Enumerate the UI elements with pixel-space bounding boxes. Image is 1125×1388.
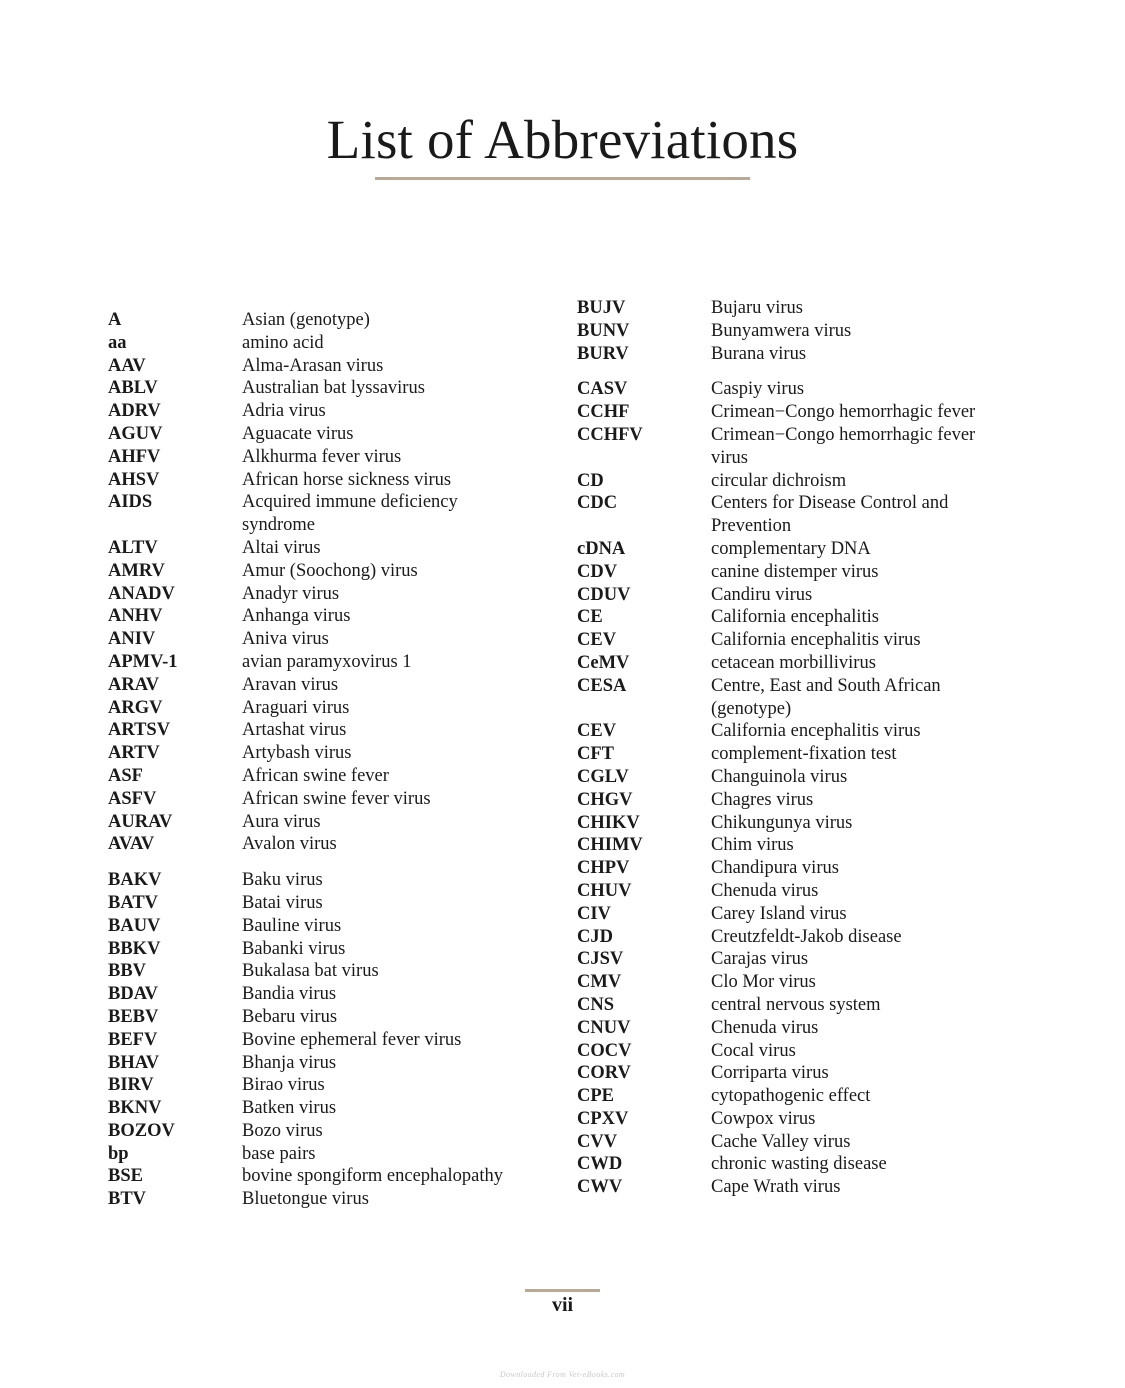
entry-definition: Centre, East and South African (genotype) <box>711 675 941 719</box>
entry-row <box>108 491 548 537</box>
entry-abbreviation: ANHV <box>108 606 163 627</box>
page-number-rule <box>525 1289 600 1292</box>
entry-row <box>577 675 1017 721</box>
entry-abbreviation: CJD <box>577 926 613 947</box>
entry-abbreviation: CFT <box>577 744 614 765</box>
entry-row <box>108 983 548 1006</box>
entry-abbreviation: CPXV <box>577 1108 629 1129</box>
entry-abbreviation: BEFV <box>108 1029 158 1050</box>
entry-abbreviation: CEV <box>577 630 617 651</box>
entry-abbreviation: BAUV <box>108 915 161 936</box>
entry-abbreviation: AVAV <box>108 834 155 855</box>
entry-row <box>108 651 548 674</box>
entry-abbreviation: ANADV <box>108 583 175 604</box>
entry-abbreviation: AURAV <box>108 811 173 832</box>
entry-row <box>577 720 1017 743</box>
entry-row <box>577 834 1017 857</box>
entry-abbreviation: cDNA <box>577 538 626 559</box>
entry-row <box>577 948 1017 971</box>
entry-row <box>108 583 548 606</box>
download-watermark: Downloaded From Vet-eBooks.com <box>499 1370 626 1379</box>
entry-row <box>577 1176 1017 1199</box>
entry-abbreviation: CCHFV <box>577 424 643 445</box>
entry-abbreviation: CeMV <box>577 652 630 673</box>
entry-definition: Corriparta virus <box>711 1063 829 1084</box>
entry-definition: complement-fixation test <box>711 744 897 765</box>
entry-definition: Batai virus <box>242 892 323 913</box>
entry-row <box>577 470 1017 493</box>
entry-abbreviation: CEV <box>577 721 617 742</box>
entry-abbreviation: CJSV <box>577 949 624 970</box>
entry-row <box>108 811 548 834</box>
entry-row <box>108 1029 548 1052</box>
entry-definition: Anadyr virus <box>242 583 340 604</box>
entry-row <box>577 1108 1017 1131</box>
entry-definition: avian paramyxovirus 1 <box>242 651 412 672</box>
entry-row <box>577 629 1017 652</box>
entry-row <box>108 332 548 355</box>
entry-row <box>108 833 548 856</box>
entry-definition: Burana virus <box>711 343 807 364</box>
entry-abbreviation: COCV <box>577 1040 632 1061</box>
entry-abbreviation: BAKV <box>108 870 162 891</box>
entry-row <box>108 1120 548 1143</box>
entry-abbreviation: CCHF <box>577 402 630 423</box>
entry-row <box>577 857 1017 880</box>
entry-abbreviation: ALTV <box>108 537 158 558</box>
entry-row <box>577 652 1017 675</box>
entry-row <box>577 606 1017 629</box>
entry-definition: Alma-Arasan virus <box>242 355 384 376</box>
abbreviation-column-right <box>577 297 1017 1199</box>
entry-abbreviation: BBKV <box>108 938 161 959</box>
entry-definition: Aura virus <box>242 811 321 832</box>
entry-definition: Chenuda virus <box>711 880 819 901</box>
entry-row <box>108 537 548 560</box>
entry-row <box>108 309 548 332</box>
entry-definition: Acquired immune deficiency syndrome <box>242 492 458 536</box>
entry-definition: Carey Island virus <box>711 903 847 924</box>
entry-abbreviation: CHIMV <box>577 835 643 856</box>
entry-row <box>577 743 1017 766</box>
entry-abbreviation: BURV <box>577 343 629 364</box>
entry-abbreviation: CMV <box>577 972 622 993</box>
entry-abbreviation: CDUV <box>577 584 631 605</box>
entry-definition: Bluetongue virus <box>242 1189 369 1210</box>
entry-definition: Artashat virus <box>242 720 347 741</box>
entry-definition: circular dichroism <box>711 470 847 491</box>
entry-row <box>108 560 548 583</box>
entry-definition: cetacean morbillivirus <box>711 652 876 673</box>
entry-row <box>577 1153 1017 1176</box>
entry-row <box>577 789 1017 812</box>
entry-definition: Anhanga virus <box>242 606 351 627</box>
entry-definition: Baku virus <box>242 870 323 891</box>
entry-definition: central nervous system <box>711 994 881 1015</box>
entry-abbreviation: CD <box>577 470 604 491</box>
entry-definition: Cocal virus <box>711 1040 796 1061</box>
entry-abbreviation: CHIKV <box>577 812 640 833</box>
entry-abbreviation: CNUV <box>577 1017 631 1038</box>
entry-abbreviation: AIDS <box>108 492 153 513</box>
entry-abbreviation: BDAV <box>108 984 159 1005</box>
entry-definition: California encephalitis virus <box>711 721 921 742</box>
entry-row <box>577 492 1017 538</box>
entry-definition: Birao virus <box>242 1075 325 1096</box>
entry-row <box>108 628 548 651</box>
entry-abbreviation: A <box>108 310 122 330</box>
entry-row <box>577 1131 1017 1154</box>
entry-abbreviation: BHAV <box>108 1052 160 1073</box>
entry-abbreviation: CHUV <box>577 880 632 901</box>
entry-definition: Alkhurma fever virus <box>242 446 402 467</box>
entry-definition: Bujaru virus <box>711 298 803 318</box>
entry-row <box>108 674 548 697</box>
entry-definition: Bebaru virus <box>242 1006 338 1027</box>
entry-definition: Chagres virus <box>711 789 814 810</box>
entry-definition: Centers for Disease Control and Prevention <box>711 493 949 537</box>
entry-row <box>577 401 1017 424</box>
entry-row <box>577 1040 1017 1063</box>
entry-abbreviation: BIRV <box>108 1075 154 1096</box>
entry-abbreviation: bp <box>108 1143 129 1164</box>
entry-row <box>108 697 548 720</box>
entry-row <box>108 1097 548 1120</box>
entry-row <box>108 355 548 378</box>
entry-row <box>577 297 1017 320</box>
entry-row <box>108 719 548 742</box>
entry-definition: Altai virus <box>242 537 321 558</box>
entry-abbreviation: CPE <box>577 1086 614 1107</box>
entry-row <box>577 424 1017 470</box>
entry-row <box>577 880 1017 903</box>
entry-definition: Chim virus <box>711 835 794 856</box>
entry-row <box>108 765 548 788</box>
entry-row <box>108 960 548 983</box>
entry-abbreviation: CDV <box>577 561 618 582</box>
entry-abbreviation: CHGV <box>577 789 633 810</box>
entry-definition: Bozo virus <box>242 1120 323 1141</box>
entry-abbreviation: ASFV <box>108 788 157 809</box>
entry-row <box>108 938 548 961</box>
entry-row <box>577 1062 1017 1085</box>
entry-definition: Amur (Soochong) virus <box>242 560 418 581</box>
entry-definition: Artybash virus <box>242 743 352 764</box>
entry-definition: Araguari virus <box>242 697 350 718</box>
entry-abbreviation: ARTV <box>108 743 160 764</box>
entry-row <box>108 1006 548 1029</box>
entry-abbreviation: BKNV <box>108 1098 162 1119</box>
entry-row <box>108 469 548 492</box>
abbreviation-column-left <box>108 309 548 1211</box>
entry-definition: Carajas virus <box>711 949 809 970</box>
entry-abbreviation: ANIV <box>108 629 156 650</box>
entry-abbreviation: CHPV <box>577 858 630 879</box>
entry-abbreviation: ARGV <box>108 697 163 718</box>
entry-abbreviation: ARTSV <box>108 720 171 741</box>
entry-definition: amino acid <box>242 332 324 353</box>
entry-definition: bovine spongiform encephalopathy <box>242 1166 503 1187</box>
entry-row <box>108 1074 548 1097</box>
title-underline <box>375 177 750 180</box>
entry-abbreviation: CDC <box>577 493 618 514</box>
page-number: vii <box>551 1294 574 1316</box>
entry-definition: Adria virus <box>242 401 326 422</box>
entry-abbreviation: CWV <box>577 1177 623 1198</box>
entry-abbreviation: aa <box>108 332 127 353</box>
entry-abbreviation: BSE <box>108 1166 143 1187</box>
entry-row <box>108 377 548 400</box>
entry-definition: Bandia virus <box>242 984 337 1005</box>
entry-definition: Cowpox virus <box>711 1108 816 1129</box>
entry-definition: Chenuda virus <box>711 1017 819 1038</box>
entry-abbreviation: CIV <box>577 903 611 924</box>
entry-definition: Chandipura virus <box>711 858 839 879</box>
entry-abbreviation: APMV-1 <box>108 651 178 672</box>
entry-row <box>577 971 1017 994</box>
entry-row <box>577 766 1017 789</box>
entry-row <box>577 378 1017 401</box>
entry-definition: Chikungunya virus <box>711 812 853 833</box>
entry-abbreviation: CGLV <box>577 766 629 787</box>
entry-abbreviation: BTV <box>108 1189 147 1210</box>
entry-definition: Crimean−Congo hemorrhagic fever <box>711 402 976 423</box>
entry-row <box>108 1143 548 1166</box>
entry-definition: Babanki virus <box>242 938 346 959</box>
entry-abbreviation: BATV <box>108 892 159 913</box>
entry-row <box>577 343 1017 366</box>
entry-abbreviation: BUNV <box>577 320 630 341</box>
entry-row <box>108 1052 548 1075</box>
entry-row <box>577 561 1017 584</box>
entry-definition: Bovine ephemeral fever virus <box>242 1029 462 1050</box>
entry-definition: Caspiy virus <box>711 379 805 400</box>
entry-row <box>108 892 548 915</box>
entry-definition: African horse sickness virus <box>242 469 452 490</box>
entry-definition: cytopathogenic effect <box>711 1086 871 1107</box>
entry-definition: California encephalitis virus <box>711 630 921 651</box>
entry-definition: Bhanja virus <box>242 1052 337 1073</box>
entry-abbreviation: ADRV <box>108 401 161 422</box>
entry-definition: Avalon virus <box>242 834 337 855</box>
entry-definition: Clo Mor virus <box>711 972 816 993</box>
entry-abbreviation: BUJV <box>577 298 626 318</box>
entry-definition: Cache Valley virus <box>711 1131 851 1152</box>
entry-definition: Aravan virus <box>242 674 339 695</box>
entry-row <box>577 1085 1017 1108</box>
entry-definition: base pairs <box>242 1143 316 1164</box>
entry-row <box>108 915 548 938</box>
entry-row <box>108 1188 548 1211</box>
entry-row <box>108 788 548 811</box>
entry-definition: Cape Wrath virus <box>711 1177 841 1198</box>
entry-definition: complementary DNA <box>711 538 871 559</box>
entry-definition: African swine fever virus <box>242 788 431 809</box>
entry-row <box>577 584 1017 607</box>
entry-abbreviation: AMRV <box>108 560 165 581</box>
entry-definition: chronic wasting disease <box>711 1154 887 1175</box>
entry-abbreviation: AAV <box>108 355 146 376</box>
entry-row <box>108 742 548 765</box>
entry-row <box>108 1165 548 1188</box>
entry-abbreviation: CE <box>577 607 603 628</box>
entry-row <box>108 446 548 469</box>
entry-definition: Australian bat lyssavirus <box>242 378 425 399</box>
entry-row <box>108 605 548 628</box>
entry-abbreviation: ASF <box>108 765 143 786</box>
entry-definition: Batken virus <box>242 1098 337 1119</box>
entry-abbreviation: CORV <box>577 1063 631 1084</box>
entry-definition: Crimean−Congo hemorrhagic fever virus <box>711 424 976 468</box>
entry-row <box>577 1017 1017 1040</box>
entry-row <box>577 926 1017 949</box>
entry-abbreviation: ABLV <box>108 378 158 399</box>
entry-definition: African swine fever <box>242 765 389 786</box>
entry-abbreviation: CESA <box>577 675 627 696</box>
entry-abbreviation: BEBV <box>108 1006 159 1027</box>
entry-abbreviation: CNS <box>577 994 615 1015</box>
entry-definition: Asian (genotype) <box>242 310 370 330</box>
entry-abbreviation: CVV <box>577 1131 618 1152</box>
entry-row <box>108 869 548 892</box>
entry-abbreviation: AHFV <box>108 446 161 467</box>
entry-abbreviation: BOZOV <box>108 1120 175 1141</box>
entry-definition: Changuinola virus <box>711 766 848 787</box>
entry-abbreviation: CASV <box>577 379 628 400</box>
entry-row <box>577 320 1017 343</box>
entry-abbreviation: AGUV <box>108 423 163 444</box>
entry-abbreviation: BBV <box>108 961 147 982</box>
entry-definition: Aniva virus <box>242 629 329 650</box>
entry-abbreviation: CWD <box>577 1154 623 1175</box>
entry-definition: Bunyamwera virus <box>711 320 852 341</box>
page-title: List of Abbreviations <box>326 109 799 170</box>
entry-abbreviation: ARAV <box>108 674 160 695</box>
entry-definition: California encephalitis <box>711 607 879 628</box>
entry-definition: Bauline virus <box>242 915 342 936</box>
entry-row <box>108 423 548 446</box>
entry-definition: canine distemper virus <box>711 561 879 582</box>
entry-definition: Creutzfeldt-Jakob disease <box>711 926 902 947</box>
entry-row <box>577 903 1017 926</box>
entry-definition: Aguacate virus <box>242 423 354 444</box>
entry-row <box>577 538 1017 561</box>
entry-row <box>577 994 1017 1017</box>
entry-row <box>108 400 548 423</box>
entry-definition: Candiru virus <box>711 584 813 605</box>
entry-definition: Bukalasa bat virus <box>242 961 379 982</box>
entry-row <box>577 812 1017 835</box>
entry-abbreviation: AHSV <box>108 469 160 490</box>
